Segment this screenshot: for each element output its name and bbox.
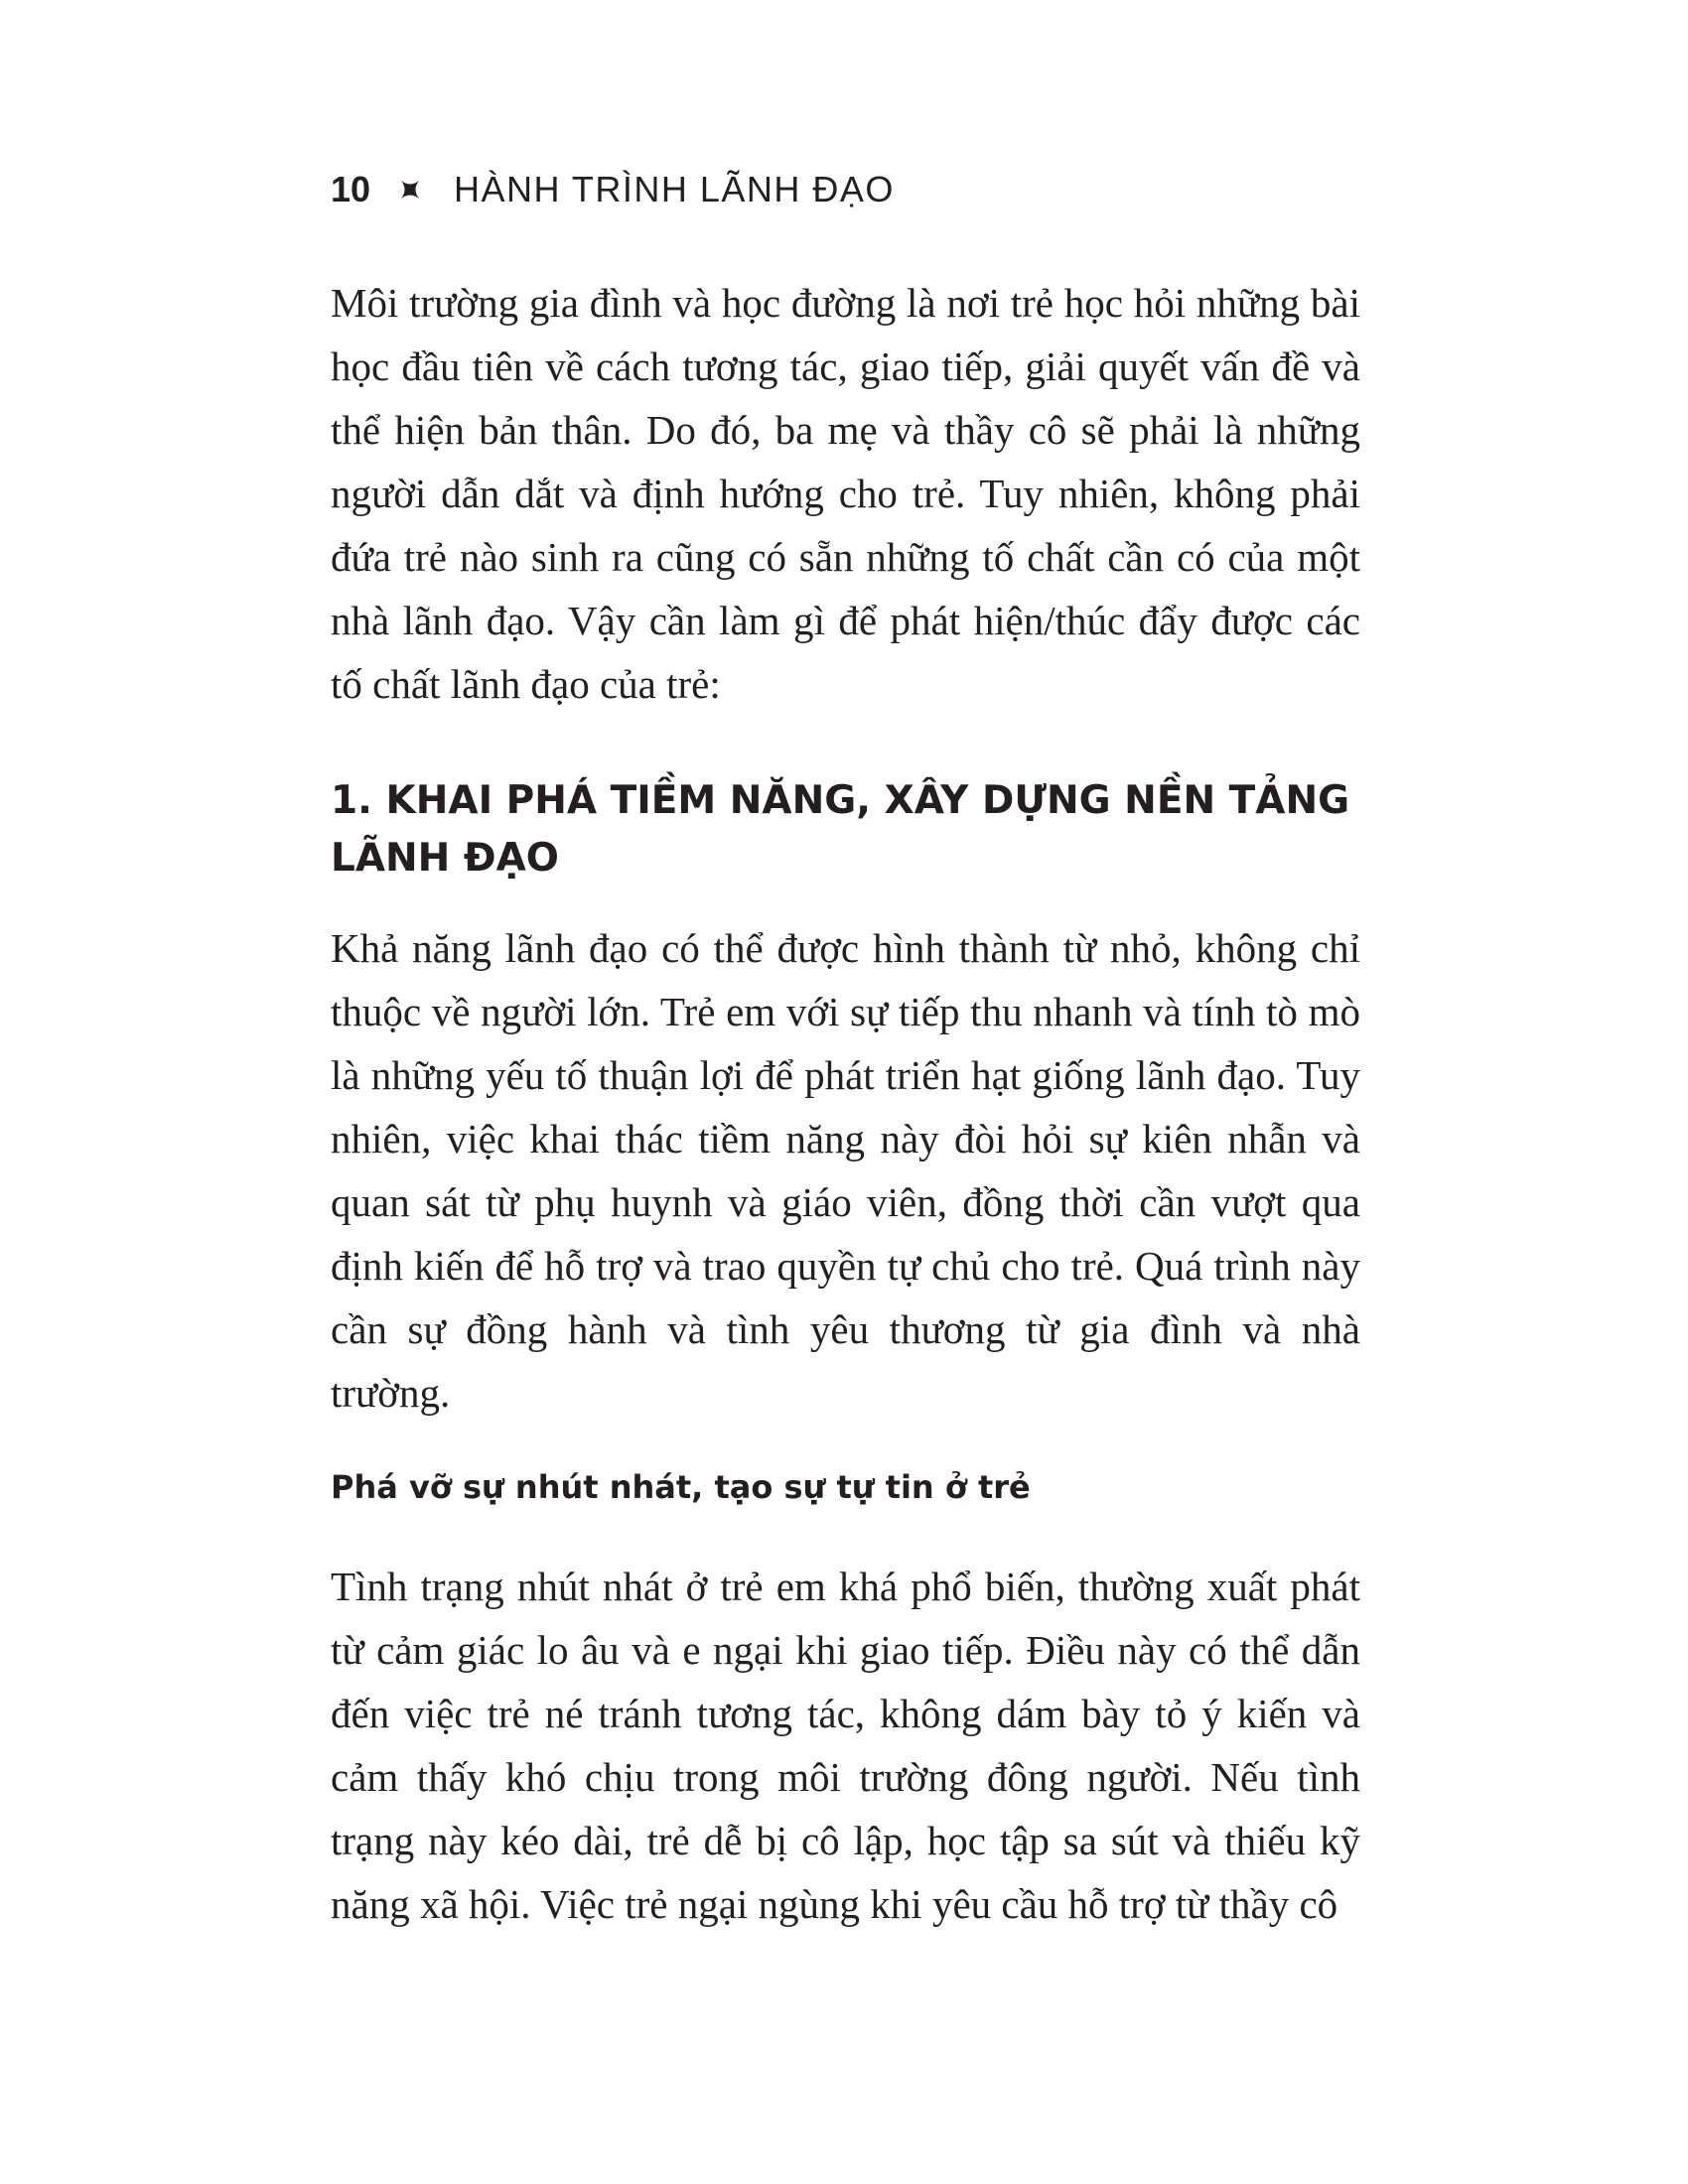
subsection-paragraph: Tình trạng nhút nhát ở trẻ em khá phổ biến, thường xuất phát từ cảm giác lo âu và e ngại khi giao tiếp. Điều này có thể dẫn đến việc trẻ né tránh tương tác, không dám bày tỏ ý kiến và cảm thấy khó chịu trong môi trường đông người. Nếu tình trạng này kéo dài, trẻ dễ bị cô lập, học tập sa sút và thiếu kỹ năng xã hội. Việc trẻ ngại ngùng khi yêu cầu hỗ trợ từ thầy cô	[331, 1564, 1360, 1927]
page-number: 10	[331, 169, 371, 209]
section-heading: 1. KHAI PHÁ TIỀM NĂNG, XÂY DỰNG NỀN TẢNG LÃNH ĐẠO	[331, 778, 1350, 881]
four-point-star-icon	[400, 180, 420, 200]
running-header	[331, 165, 895, 214]
intro-paragraph: Môi trường gia đình và học đường là nơi trẻ học hỏi những bài học đầu tiên về cách tương tác, giao tiếp, giải quyết vấn đề và thể hiện bản thân. Do đó, ba mẹ và thầy cô sẽ phải là những người dẫn dắt và định hướng cho trẻ. Tuy nhiên, không phải đứa trẻ nào sinh ra cũng có sẵn những tố chất cần có của một nhà lãnh đạo. Vậy cần làm gì để phát hiện/thúc đẩy được các tố chất lãnh đạo của trẻ:	[331, 280, 1360, 707]
section-paragraph: Khả năng lãnh đạo có thể được hình thành từ nhỏ, không chỉ thuộc về người lớn. Trẻ em với sự tiếp thu nhanh và tính tò mò là những yếu tố thuận lợi để phát triển hạt giống lãnh đạo. Tuy nhiên, việc khai thác tiềm năng này đòi hỏi sự kiên nhẫn và quan sát từ phụ huynh và giáo viên, đồng thời cần vượt qua định kiến để hỗ trợ và trao quyền tự chủ cho trẻ. Quá trình này cần sự đồng hành và tình yêu thương từ gia đình và nhà trường.	[331, 925, 1360, 1416]
subsection-heading: Phá vỡ sự nhút nhát, tạo sự tự tin ở trẻ	[331, 1468, 1031, 1506]
book-title: HÀNH TRÌNH LÃNH ĐẠO	[454, 169, 895, 209]
